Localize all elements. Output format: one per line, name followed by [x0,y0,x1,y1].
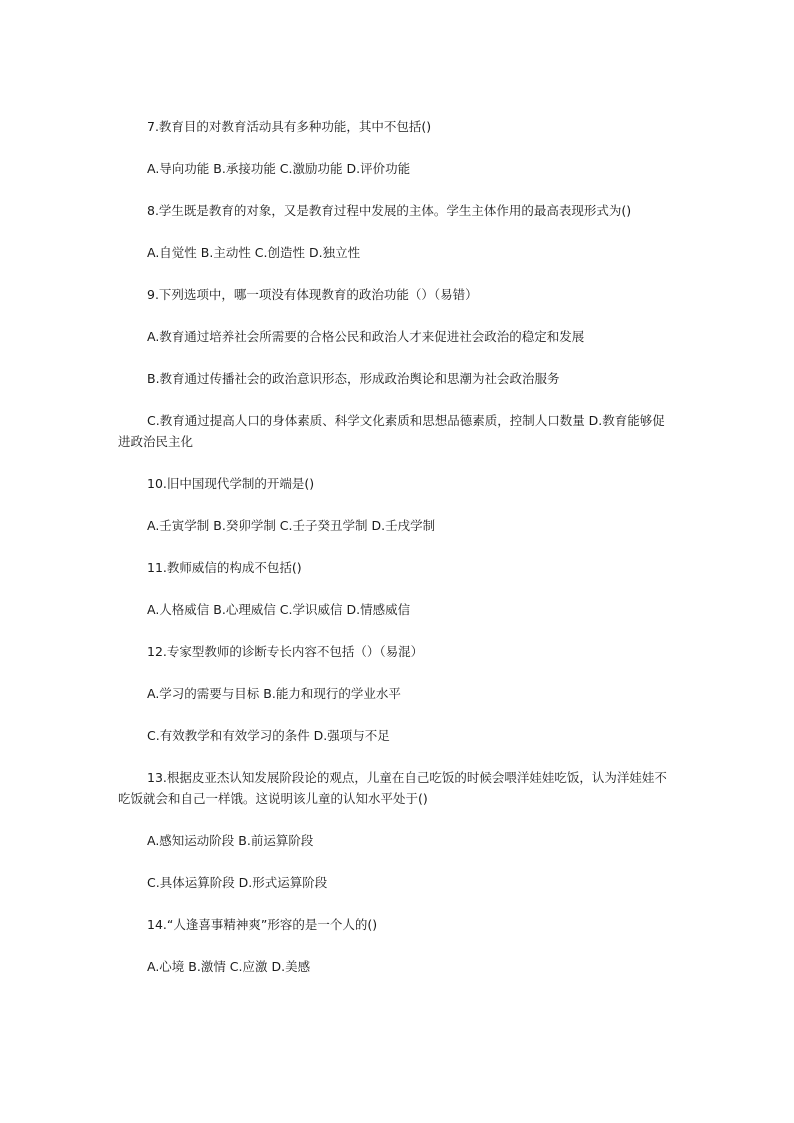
question-13-stem: 13.根据皮亚杰认知发展阶段论的观点，儿童在自己吃饭的时候会喂洋娃娃吃饭，认为洋娃娃不吃饭就会和自己一样饿。这说明该儿童的认知水平处于() [118,770,667,806]
question-12-stem: 12.专家型教师的诊断专长内容不包括（）（易混） [147,644,424,659]
question-14-options: A.心境 B.激情 C.应激 D.美感 [147,959,311,974]
question-8-options: A.自觉性 B.主动性 C.创造性 D.独立性 [147,245,361,260]
question-7-options: A.导向功能 B.承接功能 C.激励功能 D.评价功能 [147,161,411,176]
document-body [118,116,676,998]
question-13-option-a-b: A.感知运动阶段 B.前运算阶段 [147,833,314,848]
question-9-option-c-d: C.教育通过提高人口的身体素质、科学文化素质和思想品德素质，控制人口数量 D.教育能够促进政治民主化 [118,413,665,449]
question-9-option-a: A.教育通过培养社会所需要的合格公民和政治人才来促进社会政治的稳定和发展 [147,329,585,344]
question-9-stem: 9.下列选项中，哪一项没有体现教育的政治功能（）（易错） [147,287,478,302]
question-9-option-b: B.教育通过传播社会的政治意识形态，形成政治舆论和思潮为社会政治服务 [147,371,560,386]
question-12-option-a-b: A.学习的需要与目标 B.能力和现行的学业水平 [147,686,401,701]
question-10-stem: 10.旧中国现代学制的开端是() [147,476,315,491]
question-11-options: A.人格威信 B.心理威信 C.学识威信 D.情感威信 [147,602,411,617]
question-8-stem: 8.学生既是教育的对象，又是教育过程中发展的主体。学生主体作用的最高表现形式为() [147,203,632,218]
question-13-option-c-d: C.具体运算阶段 D.形式运算阶段 [147,875,328,890]
question-10-options: A.壬寅学制 B.癸卯学制 C.壬子癸丑学制 D.壬戌学制 [147,518,436,533]
question-7-stem: 7.教育目的对教育活动具有多种功能，其中不包括() [147,119,432,134]
question-11-stem: 11.教师威信的构成不包括() [147,560,302,575]
question-12-option-c-d: C.有效教学和有效学习的条件 D.强项与不足 [147,728,390,743]
question-14-stem: 14.“人逢喜事精神爽”形容的是一个人的() [147,917,378,932]
